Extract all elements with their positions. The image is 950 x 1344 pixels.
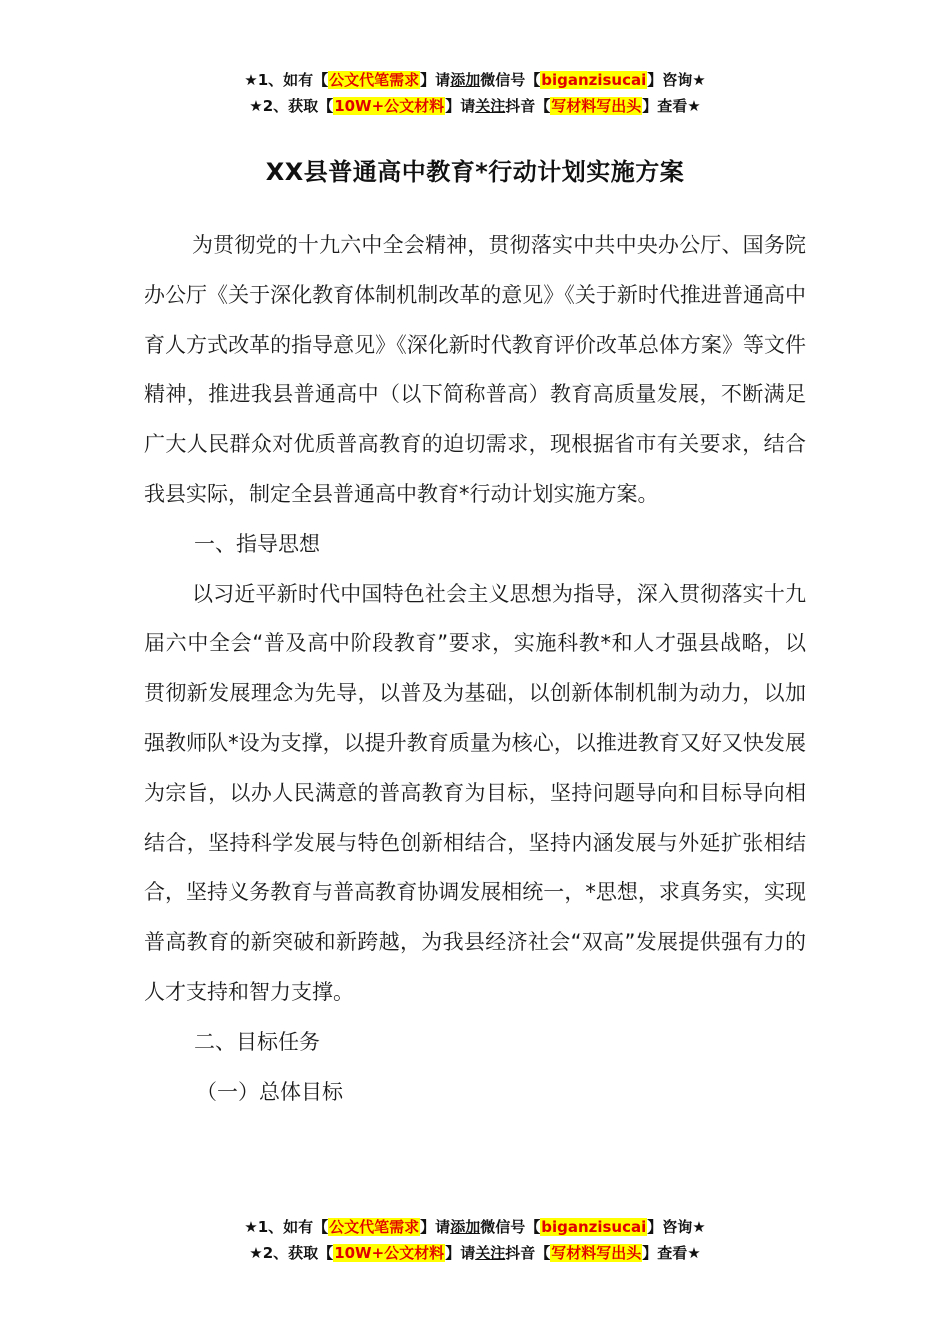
underlined-add: 添加 <box>450 1218 481 1236</box>
document-body <box>144 221 806 1117</box>
banner-text: 】查看★ <box>642 97 701 115</box>
intro-paragraph: 为贯彻党的十九六中全会精神，贯彻落实中共中央办公厅、国务院办公厅《关于深化教育体制机制改革的意见》《关于新时代推进普通高中育人方式改革的指导意见》《深化新时代教育评价改革总体方案》等文件精神，推进我县普通高中（以下简称普高）教育高质量发展，不断满足广大人民群众对优质普高教育的迫切需求，现根据省市有关要求，结合我县实际，制定全县普通高中教育*行动计划实施方案。 <box>144 233 806 506</box>
subsection-heading-overall-goal: （一）总体目标 <box>196 1079 343 1104</box>
banner-text: 抖音【 <box>505 97 551 115</box>
banner-line-1 <box>0 67 950 93</box>
banner-line-1 <box>0 1214 950 1240</box>
banner-text: 】咨询★ <box>647 1218 706 1236</box>
highlight-wechat-id: biganzisucai <box>541 71 647 89</box>
banner-text: ★1、如有【 <box>244 1218 329 1236</box>
document-title: XX县普通高中教育*行动计划实施方案 <box>265 158 685 186</box>
highlight-douyin-id: 写材料写出头 <box>551 1244 642 1262</box>
highlight-ghostwriting: 公文代笔需求 <box>329 1218 420 1236</box>
banner-text: 】请 <box>420 1218 451 1236</box>
banner-text: 】查看★ <box>642 1244 701 1262</box>
highlight-ghostwriting: 公文代笔需求 <box>329 71 420 89</box>
banner-text: 微信号【 <box>480 1218 541 1236</box>
header-banner <box>0 67 950 119</box>
banner-text: ★2、获取【 <box>249 1244 334 1262</box>
banner-line-2 <box>0 93 950 119</box>
section-heading-goals: 二、目标任务 <box>194 1029 320 1054</box>
banner-text: 】请 <box>445 1244 476 1262</box>
guiding-ideology-paragraph: 以习近平新时代中国特色社会主义思想为指导，深入贯彻落实十九届六中全会“普及高中阶段教育”要求，实施科教*和人才强县战略，以贯彻新发展理念为先导，以普及为基础，以创新体制机制为动力，以加强教师队*设为支撑，以提升教育质量为核心，以推进教育又好又快发展为宗旨，以办人民满意的普高教育为目标，坚持问题导向和目标导向相结合，坚持科学发展与特色创新相结合，坚持内涵发展与外延扩张相结合，坚持义务教育与普高教育协调发展相统一，*思想，求真务实，实现普高教育的新突破和新跨越，为我县经济社会“双高”发展提供强有力的人才支持和智力支撑。 <box>144 581 806 1004</box>
banner-text: 】咨询★ <box>647 71 706 89</box>
banner-text: ★1、如有【 <box>244 71 329 89</box>
banner-text: 】请 <box>445 97 476 115</box>
section-heading-guiding-ideology: 一、指导思想 <box>194 531 320 556</box>
banner-text: 】请 <box>420 71 451 89</box>
footer-banner <box>0 1214 950 1266</box>
underlined-add: 添加 <box>450 71 481 89</box>
underlined-follow: 关注 <box>475 97 506 115</box>
banner-text: 微信号【 <box>480 71 541 89</box>
highlight-douyin-id: 写材料写出头 <box>551 97 642 115</box>
banner-text: ★2、获取【 <box>249 97 334 115</box>
highlight-materials: 10W+公文材料 <box>334 97 445 115</box>
highlight-wechat-id: biganzisucai <box>541 1218 647 1236</box>
banner-text: 抖音【 <box>505 1244 551 1262</box>
underlined-follow: 关注 <box>475 1244 506 1262</box>
highlight-materials: 10W+公文材料 <box>334 1244 445 1262</box>
banner-line-2 <box>0 1240 950 1266</box>
